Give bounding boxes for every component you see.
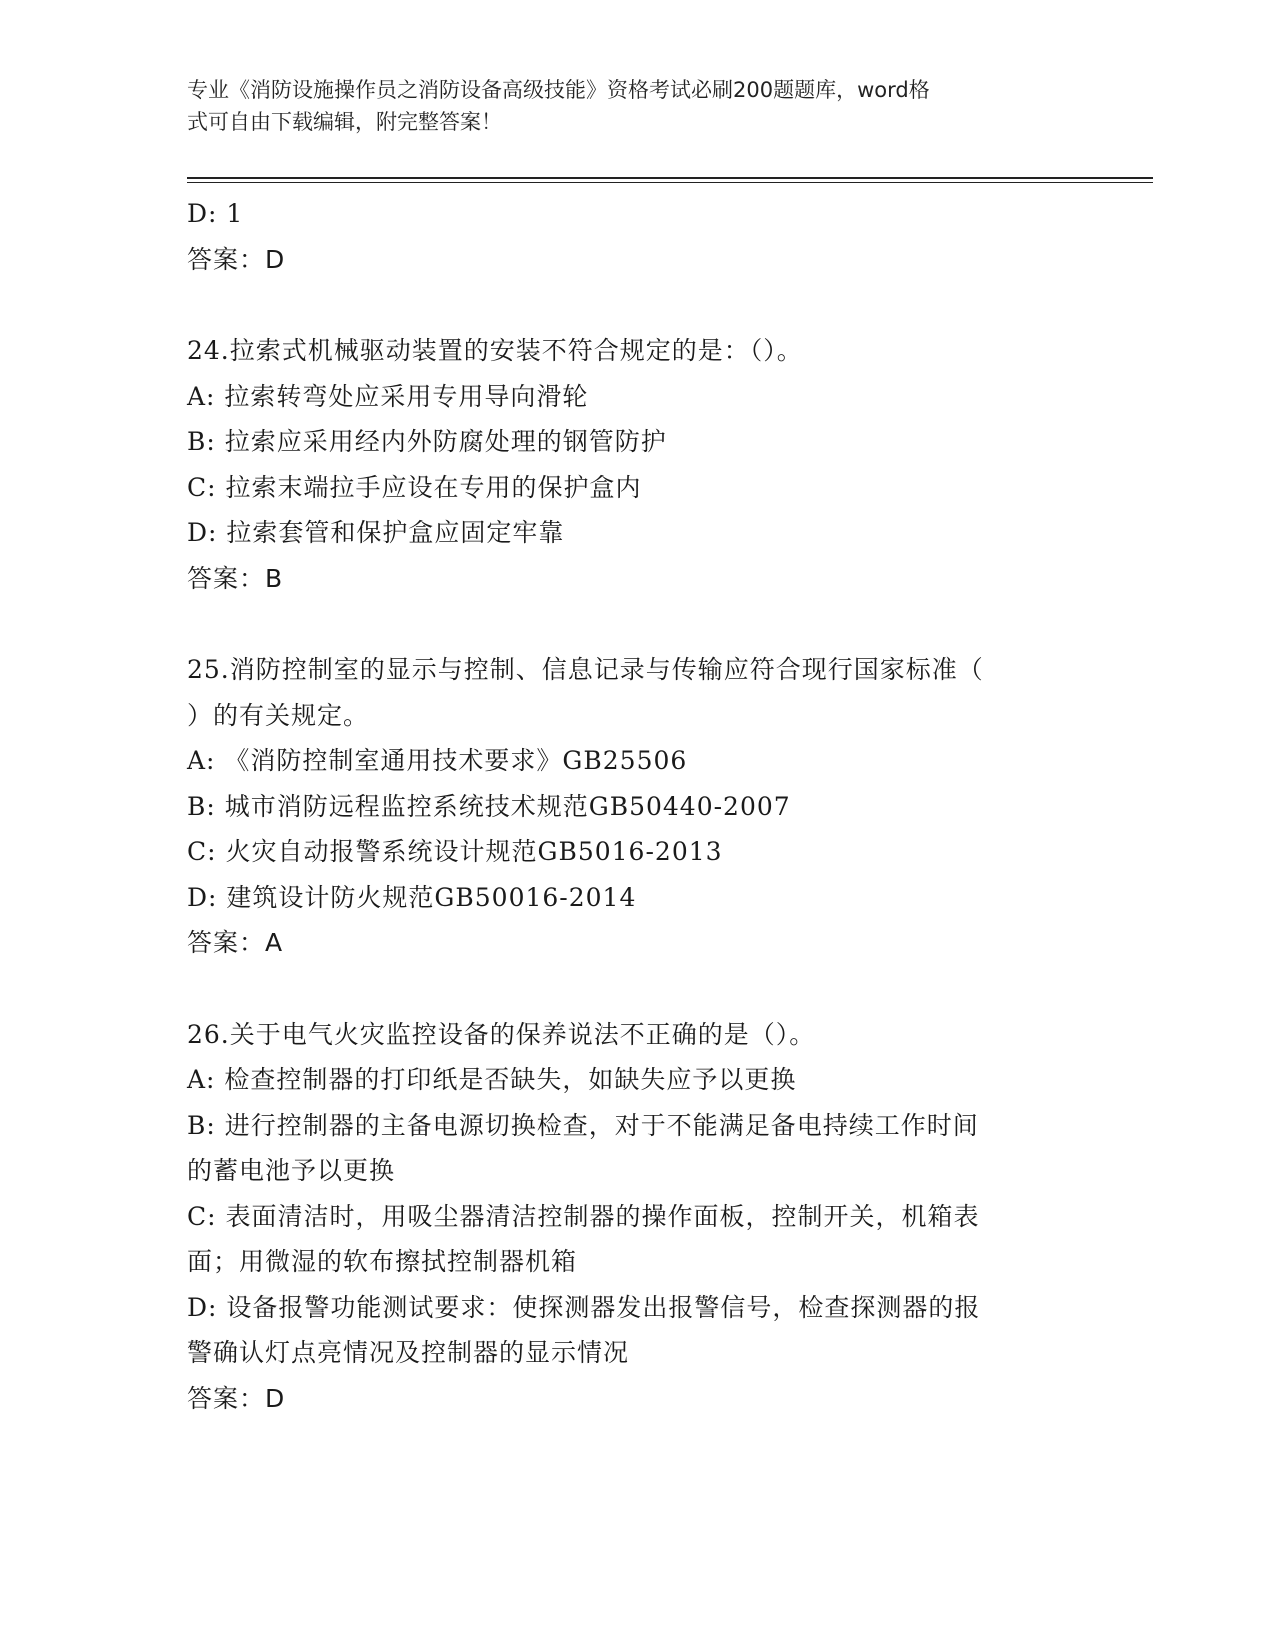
- question-gap: [187, 966, 1087, 1012]
- question-stem: 26.关于电气火灾监控设备的保养说法不正确的是（）。: [187, 1019, 816, 1049]
- option-d: D: 建筑设计防火规范GB50016-2014: [187, 882, 637, 912]
- option-d: 警确认灯点亮情况及控制器的显示情况: [187, 1338, 630, 1367]
- page-header: [187, 74, 1067, 138]
- question-stem: 25.消防控制室的显示与控制、信息记录与传输应符合现行国家标准（: [187, 655, 984, 684]
- header-line: 专业《消防设施操作员之消防设备高级技能》资格考试必刷200题题库，word格: [187, 78, 930, 102]
- question-block: [187, 328, 1087, 601]
- option-b: B: 进行控制器的主备电源切换检查，对于不能满足备电持续工作时间: [187, 1110, 979, 1140]
- option-c: 面；用微湿的软布擦拭控制器机箱: [187, 1247, 578, 1276]
- question-block: [187, 647, 1087, 966]
- document-body: [187, 191, 1087, 1421]
- header-divider: [187, 177, 1153, 179]
- option-d: D: 1: [187, 199, 244, 228]
- question-gap: [187, 282, 1087, 328]
- answer-line: 答案：D: [187, 1383, 286, 1413]
- header-line: 式可自由下载编辑，附完整答案！: [187, 110, 502, 134]
- option-c: C: 火灾自动报警系统设计规范GB5016-2013: [187, 837, 723, 866]
- question-stem: ）的有关规定。: [187, 700, 370, 730]
- question-stem: 24.拉索式机械驱动装置的安装不符合规定的是：（）。: [187, 336, 803, 365]
- option-b: B: 城市消防远程监控系统技术规范GB50440-2007: [187, 791, 791, 821]
- option-a: A: 检查控制器的打印纸是否缺失，如缺失应予以更换: [187, 1065, 797, 1094]
- option-b: B: 拉索应采用经内外防腐处理的钢管防护: [187, 427, 667, 456]
- option-a: A: 拉索转弯处应采用专用导向滑轮: [187, 381, 589, 411]
- option-c: C: 拉索末端拉手应设在专用的保护盒内: [187, 472, 642, 502]
- answer-line: 答案：A: [187, 928, 284, 957]
- header-divider: [187, 182, 1153, 183]
- option-b: 的蓄电池予以更换: [187, 1156, 396, 1185]
- option-d: D: 拉索套管和保护盒应固定牢靠: [187, 518, 565, 547]
- option-a: A: 《消防控制室通用技术要求》GB25506: [187, 746, 688, 775]
- question-gap: [187, 601, 1087, 647]
- answer-line: 答案：B: [187, 563, 284, 593]
- question-block: [187, 1012, 1087, 1422]
- option-c: C: 表面清洁时，用吸尘器清洁控制器的操作面板，控制开关，机箱表: [187, 1201, 980, 1231]
- option-d: D: 设备报警功能测试要求：使探测器发出报警信号，检查探测器的报: [187, 1292, 981, 1322]
- answer-line: 答案：D: [187, 244, 286, 274]
